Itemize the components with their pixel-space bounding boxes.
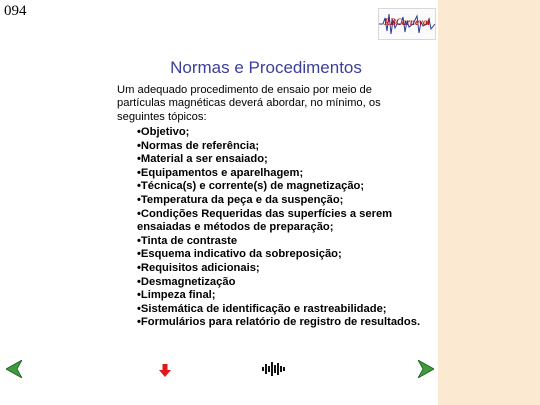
list-item: •Requisitos adicionais; bbox=[137, 261, 260, 274]
page-number: 094 bbox=[4, 3, 27, 19]
list-item: •Temperatura da peça e da suspenção; bbox=[137, 193, 344, 206]
slide-title: Normas e Procedimentos bbox=[170, 58, 362, 77]
logo-text: RBCarneval bbox=[383, 17, 430, 27]
arrow-left-icon bbox=[6, 360, 22, 378]
list-item: •Técnica(s) e corrente(s) de magnetização; bbox=[137, 180, 365, 193]
list-item: •Limpeza final; bbox=[137, 289, 216, 302]
list-item: •Formulários para relatório de registro de resultados. bbox=[137, 316, 421, 329]
list-item: •Material a ser ensaiado; bbox=[137, 153, 268, 166]
list-item: •Esquema indicativo da sobreposição; bbox=[137, 248, 342, 261]
down-button[interactable] bbox=[159, 364, 171, 377]
list-item: •Tinta de contraste bbox=[137, 234, 238, 247]
list-item: •Normas de referência; bbox=[137, 139, 260, 152]
list-item: •Desmagnetização bbox=[137, 275, 236, 288]
arrow-down-icon bbox=[159, 364, 171, 377]
intro-paragraph: Um adequado procedimento de ensaio por meio de partículas magnéticas deverá abordar, no mínimo, os seguintes tópicos: bbox=[117, 84, 381, 123]
arrow-right-icon bbox=[418, 360, 434, 378]
sound-wave-icon bbox=[261, 362, 287, 376]
list-item: •Sistemática de identificação e rastreabilidade; bbox=[137, 302, 387, 315]
list-item: •Objetivo; bbox=[137, 126, 190, 138]
topics-list bbox=[137, 126, 427, 330]
audio-button[interactable] bbox=[261, 362, 287, 376]
list-item: •Equipamentos e aparelhagem; bbox=[137, 166, 304, 179]
next-slide-button[interactable] bbox=[418, 360, 434, 378]
previous-slide-button[interactable] bbox=[6, 360, 22, 378]
logo bbox=[378, 8, 436, 40]
list-item: •Condições Requeridas das superfícies a serem ensaiadas e métodos de preparação; bbox=[137, 207, 393, 234]
